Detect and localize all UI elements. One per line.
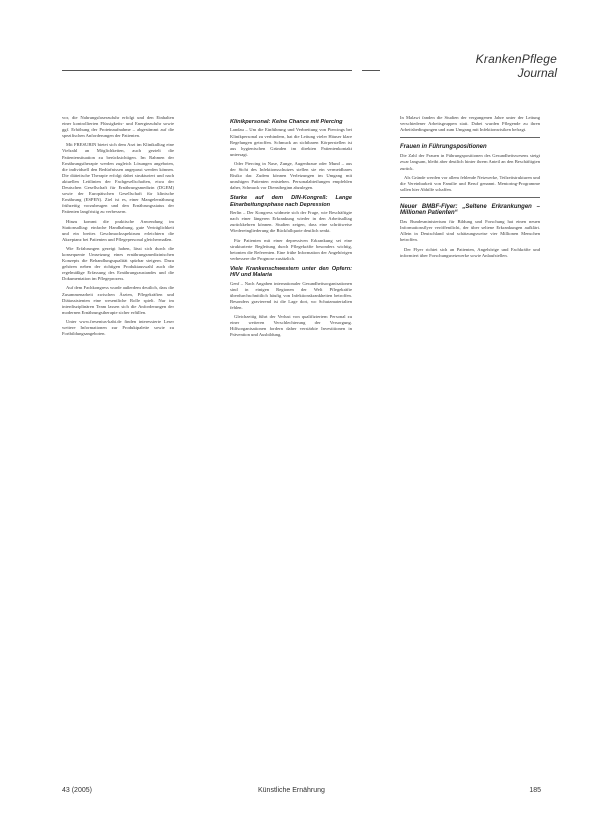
- journal-brand: [476, 52, 557, 80]
- paragraph: Berlin – Der Kongress widmete sich der Frage, wie Beschäftigte nach einer längeren Erkrankung wieder in den Arbeitsalltag zurückkehren können. Studien zeigen, dass eine schrittweise Wiedereingliederung die Rückfallquote deutlich senkt.: [230, 210, 352, 234]
- paragraph: Unter www.fresenius-kabi.de finden interessierte Leser weitere Informationen zur Produktpalette sowie zu Fortbildungsangeboten.: [62, 318, 174, 337]
- brand-line1: KrankenPflege: [475, 52, 557, 66]
- paragraph: Als Gründe werden vor allem fehlende Netzwerke, Teilzeitstrukturen und die Vereinbarkeit von Familie und Beruf genannt. Mentoring-Programme sollen hier Abhilfe schaffen.: [400, 174, 540, 192]
- paragraph: Der Flyer richtet sich an Patienten, Angehörige und Fachkräfte und informiert über Forschungsnetzwerke sowie Anlaufstellen.: [400, 246, 540, 258]
- header-rule-right: [362, 70, 380, 71]
- section-divider: [400, 137, 540, 138]
- paragraph: In Malawi fanden die Studien der vergangenen Jahre unter der Leitung verschiedener Arbeitsgruppen statt. Dabei wurden Pflegende zu ihren Arbeitsbedingungen und zum Umgang mit Infektionsrisiken befragt.: [400, 115, 540, 133]
- paragraph: Für Patienten mit einer depressiven Erkrankung sei eine strukturierte Begleitung durch Pflegekräfte besonders wichtig, betonten die Referenten. Eine frühe Information der Angehörigen verbessere die Prognose zusätzlich.: [230, 237, 352, 261]
- article-title: Viele Krankenschwestern unter den Opfern: HIV und Malaria: [230, 265, 352, 279]
- article-title: Klinikpersonal: Keine Chance mit Piercing: [230, 119, 343, 125]
- paragraph: Die Zahl der Frauen in Führungspositionen des Gesundheitswesens steigt zwar langsam, bleibt aber deutlich hinter ihrem Anteil an den Beschäftigten zurück.: [400, 153, 540, 171]
- paragraph: Hinzu kommt die praktische Anwendung im Stationsalltag: einfache Handhabung, gute Verträglichkeit und ein breites Geschmacksspektrum erleichtern die Akzeptanz bei Patienten und Pflegepersonal gleichermaßen.: [62, 218, 174, 242]
- paragraph: Mit FRESUBIN bietet sich dem Arzt im Klinikalltag eine Vielzahl an Möglichkeiten, auch gezielt die Patientensituation zu berücksichtigen. Im Rahmen der Ernährungstherapie werden zugleich Lösungen angeboten, die individuell den Bedürfnissen angepasst werden können. Die diätetische Therapie erfolgt dabei strukturiert und nach aktuellen Leitlinien der Fachgesellschaften, etwa der Deutschen Gesellschaft für Ernährungsmedizin (DGEM) sowie der Europäischen Gesellschaft für klinische Ernährung (ESPEN). Ziel ist es, einer Mangelernährung frühzeitig vorzubeugen und den Ernährungsstatus der Patienten langfristig zu verbessern.: [62, 142, 174, 215]
- paragraph: Landau – Um die Einführung und Verbreitung von Piercings bei Klinikpersonal zu verhindern, hat die Leitung vieler Häuser klare Regelungen getroffen. Schmuck an sichtbaren Körperstellen ist aus hygienischen Gründen im direkten Patientenkontakt untersagt.: [230, 127, 352, 157]
- article-title: Starke auf dem DIN-Kongreß: Lange Einarbeitungsphase nach Depression: [230, 195, 352, 208]
- header-rule-left: [62, 70, 352, 71]
- section-divider: [400, 197, 540, 198]
- column-middle: [230, 115, 352, 342]
- footer-issue: 43 (2005): [62, 787, 92, 794]
- article-title: Frauen in Führungspositionen: [400, 144, 487, 151]
- paragraph: Das Bundesministerium für Bildung und Forschung hat einen neuen Informationsflyer veröffentlicht, der über seltene Erkrankungen aufklärt. Allein in Deutschland sind schätzungsweise vier Millionen Menschen betroffen.: [400, 219, 540, 243]
- paragraph: Wie Erfahrungen gezeigt haben, lässt sich durch die konsequente Umsetzung eines ernährungsmedizinischen Konzepts die Behandlungsqualität spürbar steigern. Dazu gehören neben der richtigen Produktauswahl auch die regelmäßige Erfassung des Ernährungszustandes und die Dokumentation im Pflegeprozess.: [62, 245, 174, 282]
- paragraph: Genf – Nach Angaben internationaler Gesundheitsorganisationen sind in einigen Regionen der Welt Pflegekräfte überdurchschnittlich häufig von Infektionskrankheiten betroffen. Besonders gravierend ist die Lage dort, wo Schutzmaterialien fehlen.: [230, 280, 352, 311]
- paragraph: Gleichzeitig führt der Verlust von qualifiziertem Personal zu einer weiteren Verschlechterung der Versorgung. Hilfsorganisationen fordern daher verstärkte Investitionen in Prävention und Ausbildung.: [230, 314, 352, 338]
- article-title: Neuer BMBF-Flyer: „Seltene Erkrankungen – Millionen Patienten“: [400, 203, 540, 217]
- brand-line2: Journal: [517, 66, 557, 80]
- column-right: [400, 115, 540, 262]
- paragraph: Oder Piercing in Nase, Zunge, Augenbraue oder Mund – aus der Sicht des Infektionsschutzes stellen sie ein vermeidbares Risiko dar. Zudem können Verletzungen im Umgang mit unruhigen Patienten entstehen. Personalabteilungen empfehlen daher, Schmuck vor Dienstbeginn abzulegen.: [230, 160, 352, 191]
- paragraph: vor, die Nahrungsfaserzufuhr erfolgt und den Einhalten einer kontrollierten Flüssigkeits- und Energiezufuhr sowie ggf. Erhöhung der Proteinaufnahme – abgestimmt auf die spezifischen Anforderungen der Patienten.: [62, 115, 174, 139]
- column-left: [62, 115, 174, 340]
- paragraph: Auf dem Fachkongress wurde außerdem deutlich, dass die Zusammenarbeit zwischen Ärzten, Pflegekräften und Diätassistenten eine wesentliche Rolle spielt. Nur im interdisziplinären Team lassen sich die Anforderungen der modernen Ernährungstherapie sicher erfüllen.: [62, 285, 174, 315]
- footer-section: Künstliche Ernährung: [258, 787, 325, 794]
- page-number: 185: [529, 787, 541, 794]
